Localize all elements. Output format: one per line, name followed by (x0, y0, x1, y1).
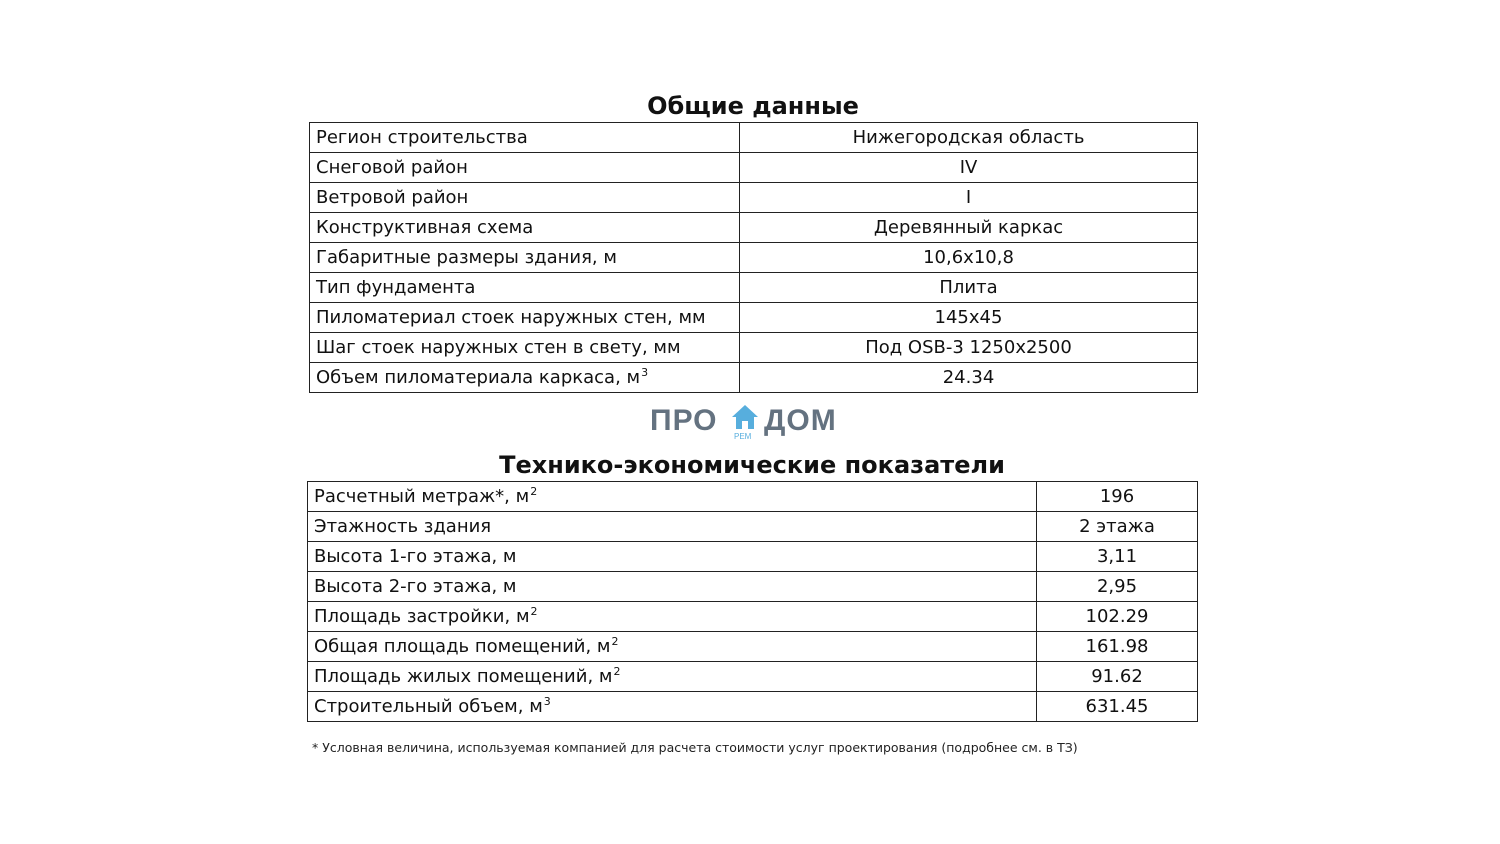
house-icon (730, 402, 760, 432)
row-value: 2,95 (1037, 572, 1198, 602)
row-label: Расчетный метраж*, $м^2$ (308, 482, 1037, 512)
table-row (310, 273, 1198, 303)
company-logo (650, 402, 850, 442)
row-value: 10,6х10,8 (740, 243, 1198, 273)
row-value: Нижегородская область (740, 123, 1198, 153)
row-value: Под OSB-3 1250х2500 (740, 333, 1198, 363)
row-value: 91.62 (1037, 662, 1198, 692)
row-label: Высота 2-го этажа, м (308, 572, 1037, 602)
row-value: I (740, 183, 1198, 213)
unit-exponent: 3 (543, 695, 551, 708)
row-value: 102.29 (1037, 602, 1198, 632)
unit-exponent: 2 (613, 665, 621, 678)
general-data-table (309, 122, 1198, 393)
row-value: 161.98 (1037, 632, 1198, 662)
general-data-title: Общие данные (647, 92, 859, 120)
row-value: 631.45 (1037, 692, 1198, 722)
table-row (308, 602, 1198, 632)
row-label: Строительный объем, $м^3$ (308, 692, 1037, 722)
row-label: Общая площадь помещений, $м^2$ (308, 632, 1037, 662)
row-label: Шаг стоек наружных стен в свету, мм (310, 333, 740, 363)
row-value: Деревянный каркас (740, 213, 1198, 243)
row-label: Регион строительства (310, 123, 740, 153)
row-label: Снеговой район (310, 153, 740, 183)
table-row (308, 632, 1198, 662)
unit-exponent: 2 (530, 485, 538, 498)
logo-text-right: ДОМ (764, 404, 837, 437)
row-label: Объем пиломатериала каркаса, $м^3$ (310, 363, 740, 393)
table-row (308, 482, 1198, 512)
table-row (308, 572, 1198, 602)
row-value: 3,11 (1037, 542, 1198, 572)
table-row (310, 363, 1198, 393)
table-row (308, 662, 1198, 692)
row-value: Плита (740, 273, 1198, 303)
row-value: 2 этажа (1037, 512, 1198, 542)
table-row (308, 692, 1198, 722)
unit-exponent: 2 (611, 635, 619, 648)
table-row (310, 213, 1198, 243)
row-value: IV (740, 153, 1198, 183)
table-row (310, 303, 1198, 333)
unit-exponent: 2 (530, 605, 538, 618)
row-value: 196 (1037, 482, 1198, 512)
row-label: Тип фундамента (310, 273, 740, 303)
table-row (310, 123, 1198, 153)
row-label: Пиломатериал стоек наружных стен, мм (310, 303, 740, 333)
table-row (310, 153, 1198, 183)
table-row (308, 512, 1198, 542)
table-row (310, 183, 1198, 213)
tech-indicators-table (307, 481, 1198, 722)
row-label: Высота 1-го этажа, м (308, 542, 1037, 572)
tech-indicators-title: Технико-экономические показатели (499, 451, 1005, 479)
row-label: Габаритные размеры здания, м (310, 243, 740, 273)
row-label: Этажность здания (308, 512, 1037, 542)
row-label: Площадь застройки, $м^2$ (308, 602, 1037, 632)
row-value: 24.34 (740, 363, 1198, 393)
unit-exponent: 3 (641, 366, 649, 379)
table-row (310, 333, 1198, 363)
table-row (308, 542, 1198, 572)
logo-text-small: РЕМ (734, 432, 752, 441)
row-label: Конструктивная схема (310, 213, 740, 243)
row-label: Площадь жилых помещений, $м^2$ (308, 662, 1037, 692)
footnote: * Условная величина, используемая компанией для расчета стоимости услуг проектирования (подробнее см. в ТЗ) (312, 740, 1078, 755)
logo-text-left: ПРО (650, 404, 718, 437)
row-label: Ветровой район (310, 183, 740, 213)
row-value: 145х45 (740, 303, 1198, 333)
table-row (310, 243, 1198, 273)
